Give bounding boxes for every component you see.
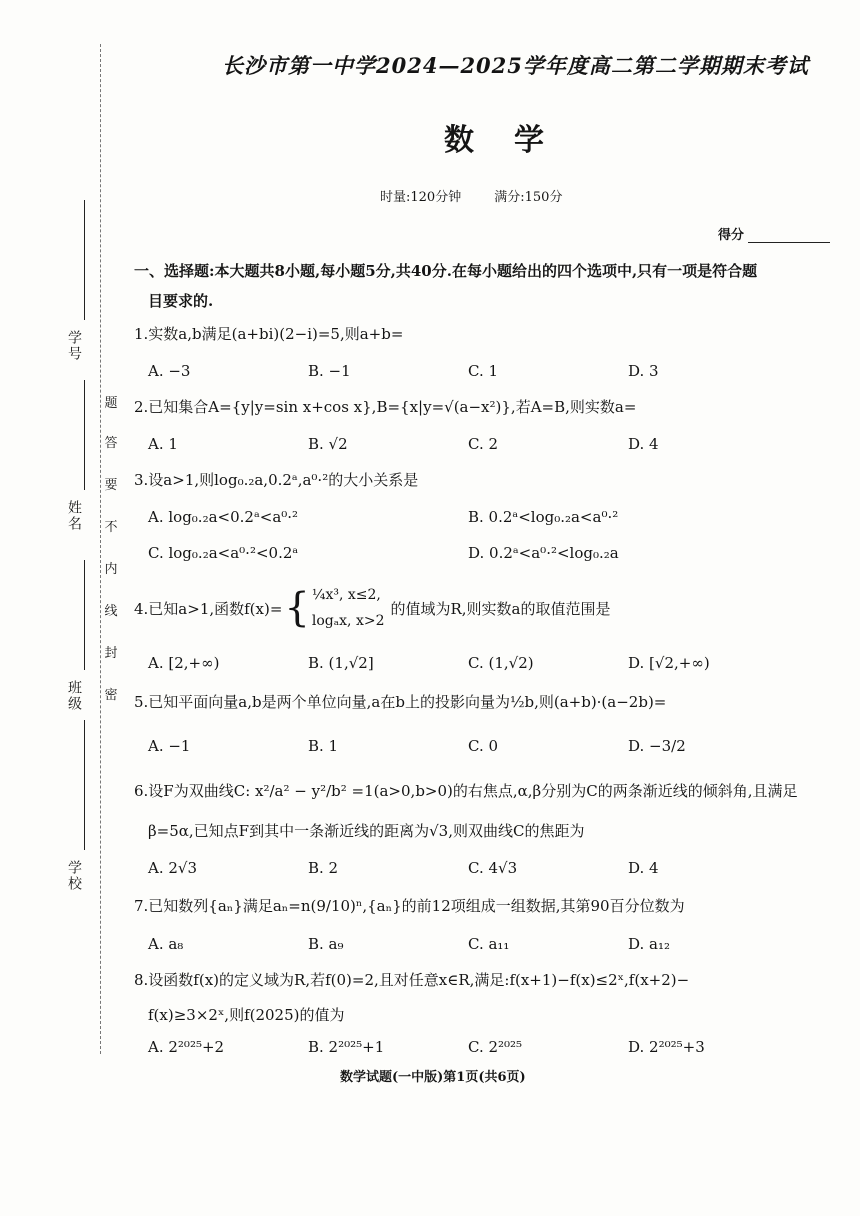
exam-title: 长沙市第一中学2024—2025学年度高二第二学期期末考试	[222, 53, 809, 78]
choice-option[interactable]: C. 1	[468, 362, 499, 380]
choice-option[interactable]: D. 0.2ᵃ<a⁰·²<log₀.₂a	[468, 544, 619, 562]
choice-option[interactable]: B. −1	[308, 362, 351, 380]
choice-option[interactable]: A. log₀.₂a<0.2ᵃ<a⁰·²	[148, 508, 299, 526]
choice-option[interactable]: C. a₁₁	[468, 935, 510, 953]
seal-char: 题	[104, 396, 118, 411]
question-stem: f(x)≥3×2ˣ,则f(2025)的值为	[148, 1006, 345, 1024]
choice-option[interactable]: D. 4	[628, 859, 659, 877]
piecewise-case: ¼x³, x≤2,	[311, 587, 381, 603]
choice-row	[134, 645, 838, 681]
seal-char: 线	[104, 604, 118, 619]
choice-option[interactable]: D. [√2,+∞)	[628, 654, 710, 672]
choice-option[interactable]: A. a₈	[148, 935, 184, 953]
choice-option[interactable]: A. [2,+∞)	[148, 654, 220, 672]
choice-row	[134, 535, 838, 571]
question-section	[134, 256, 838, 1063]
score-label: 得分	[718, 228, 745, 243]
student-id-label: 学号	[66, 330, 82, 362]
choice-option[interactable]: C. 0	[468, 737, 499, 755]
choice-option[interactable]: A. −3	[148, 362, 191, 380]
score-field	[718, 224, 830, 243]
choice-option[interactable]: B. (1,√2]	[308, 654, 374, 672]
choice-option[interactable]: B. 2	[308, 859, 339, 877]
choice-option[interactable]: C. (1,√2)	[468, 654, 534, 672]
question-stem: 1.实数a,b满足(a+bi)(2−i)=5,则a+b=	[134, 325, 404, 343]
choice-row	[134, 1031, 838, 1063]
question-stem: β=5α,已知点F到其中一条渐近线的距离为√3,则双曲线C的焦距为	[148, 822, 585, 840]
choice-option[interactable]: B. a₉	[308, 935, 344, 953]
question-stem: 7.已知数列{aₙ}满足aₙ=n(9/10)ⁿ,{aₙ}的前12项组成一组数据,其第90百分位数为	[134, 897, 685, 915]
choice-option[interactable]: C. 4√3	[468, 859, 518, 877]
class-label: 班级	[66, 680, 82, 712]
section-header	[134, 256, 838, 316]
choice-option[interactable]: A. 2²⁰²⁵+2	[148, 1038, 225, 1056]
choice-option[interactable]: B. 2²⁰²⁵+1	[308, 1038, 385, 1056]
choice-row	[134, 926, 838, 962]
question-stem-part: 的值域为R,则实数a的取值范围是	[390, 599, 611, 618]
question-stem: 2.已知集合A={y|y=sin x+cos x},B={x|y=√(a−x²)},若A=B,则实数a=	[134, 398, 637, 416]
question-stem: 5.已知平面向量a,b是两个单位向量,a在b上的投影向量为½b,则(a+b)·(a−2b)=	[134, 693, 667, 711]
seal-dashed-line	[100, 44, 101, 1054]
section-header-line: 一、选择题:本大题共8小题,每小题5分,共40分.在每小题给出的四个选项中,只有一项是符合题	[134, 262, 758, 280]
section-header-line: 目要求的.	[148, 292, 214, 310]
choice-option[interactable]: C. 2	[468, 435, 499, 453]
choice-option[interactable]: A. 2√3	[148, 859, 198, 877]
choice-option[interactable]: D. −3/2	[628, 737, 686, 755]
page-footer: 数学试题(一中版)第1页(共6页)	[340, 1070, 526, 1085]
choice-option[interactable]: D. 4	[628, 435, 659, 453]
question-stem: 8.设函数f(x)的定义域为R,若f(0)=2,且对任意x∈R,满足:f(x+1)−f(x)≤2ˣ,f(x+2)−	[134, 971, 690, 989]
seal-char: 封	[104, 646, 118, 661]
question-stem	[134, 571, 838, 645]
choice-row	[134, 353, 838, 389]
question-stem: 3.设a>1,则log₀.₂a,0.2ᵃ,a⁰·²的大小关系是	[134, 471, 419, 489]
name-blank[interactable]	[84, 380, 85, 490]
seal-char: 内	[104, 562, 118, 577]
choice-option[interactable]: A. −1	[148, 737, 191, 755]
school-label: 学校	[66, 860, 82, 892]
subject-title: 数学	[444, 123, 584, 158]
choice-option[interactable]: B. √2	[308, 435, 348, 453]
choice-option[interactable]: B. 1	[308, 737, 339, 755]
question-stem-part: 4.已知a>1,函数f(x)=	[134, 599, 283, 618]
question-stem: 6.设F为双曲线C: x²/a² − y²/b² =1(a>0,b>0)的右焦点,α,β分别为C的两条渐近线的倾斜角,且满足	[134, 782, 798, 800]
choice-option[interactable]: C. log₀.₂a<a⁰·²<0.2ᵃ	[148, 544, 299, 562]
choice-option[interactable]: D. 3	[628, 362, 659, 380]
choice-option[interactable]: C. 2²⁰²⁵	[468, 1038, 523, 1056]
name-label: 姓名	[66, 500, 82, 532]
piecewise-cases	[312, 582, 385, 634]
school-blank[interactable]	[84, 720, 85, 850]
choice-option[interactable]: B. 0.2ᵃ<log₀.₂a<a⁰·²	[468, 508, 619, 526]
piecewise-case: logₐx, x>2	[311, 613, 385, 629]
choice-row	[134, 850, 838, 886]
seal-char: 不	[104, 520, 118, 535]
student-id-blank[interactable]	[84, 200, 85, 320]
seal-char: 要	[104, 478, 118, 493]
choice-option[interactable]: D. 2²⁰²⁵+3	[628, 1038, 705, 1056]
seal-char: 密	[104, 688, 118, 703]
choice-option[interactable]: D. a₁₂	[628, 935, 670, 953]
brace-icon: {	[284, 585, 310, 631]
choice-row	[134, 499, 838, 535]
choice-option[interactable]: A. 1	[148, 435, 178, 453]
choice-row	[134, 426, 838, 462]
class-blank[interactable]	[84, 560, 85, 670]
time-and-score-info: 时量:120分钟 满分:150分	[380, 190, 563, 205]
seal-char: 答	[104, 436, 118, 451]
choice-row	[134, 723, 838, 769]
score-blank[interactable]	[748, 228, 830, 243]
